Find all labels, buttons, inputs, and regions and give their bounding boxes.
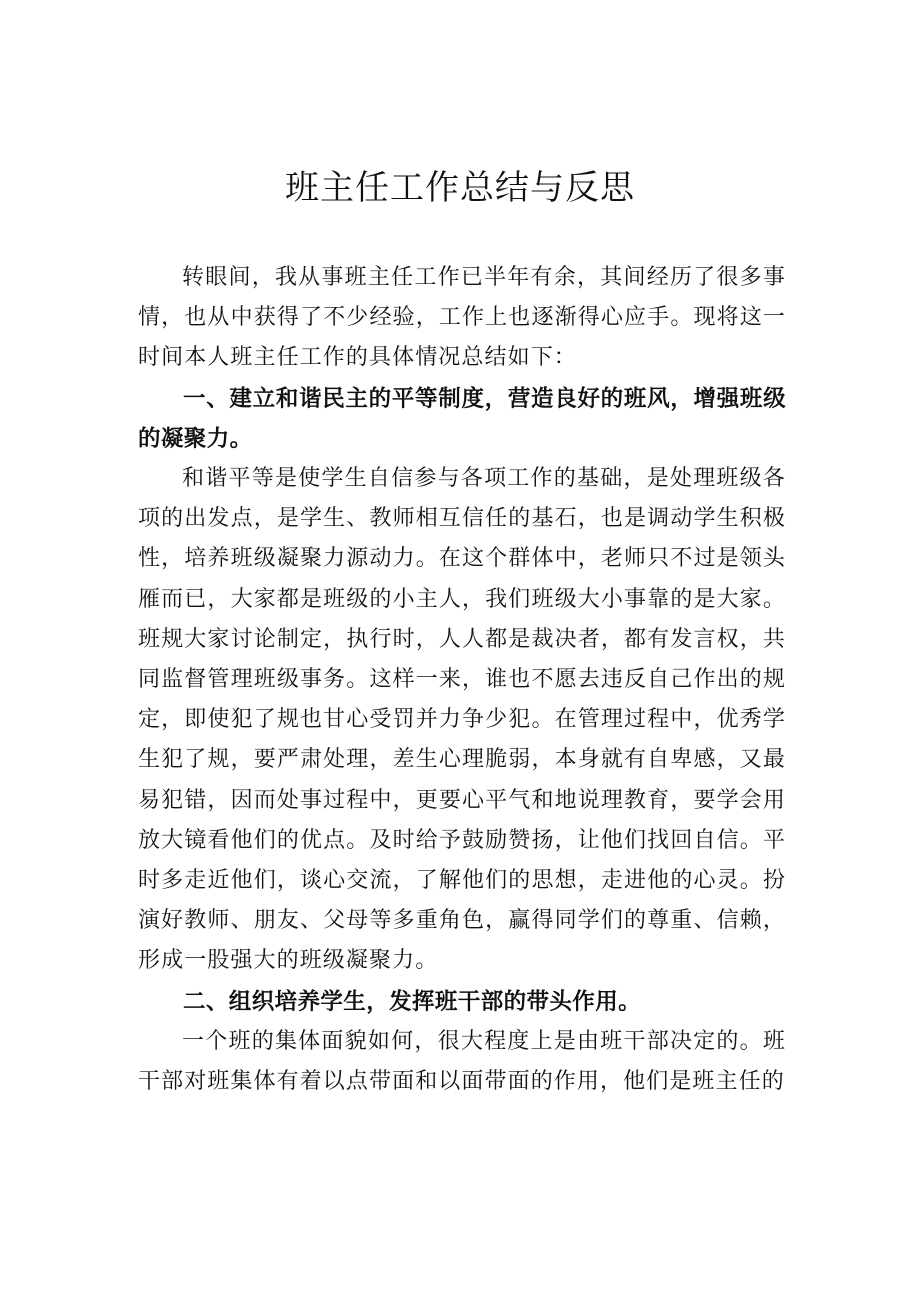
intro-paragraph: 转眼间，我从事班主任工作已半年有余，其间经历了很多事情，也从中获得了不少经验，工作上也逐渐得心应手。现将这一时间本人班主任工作的具体情况总结如下： bbox=[138, 265, 786, 371]
section-heading-2: 二、组织培养学生，发挥班干部的带头作用。 bbox=[183, 988, 642, 1015]
section-1-paragraph: 和谐平等是使学生自信参与各项工作的基础，是处理班级各项的出发点，是学生、教师相互信任的基石，也是调动学生积极性，培养班级凝聚力源动力。在这个群体中，老师只不过是领头雁而已，大家都是班级的小主人，我们班级大小事靠的是大家。班规大家讨论制定，执行时，人人都是裁决者，都有发言权，共同监督管理班级事务。这样一来，谁也不愿去违反自己作出的规定，即使犯了规也甘心受罚并力争少犯。在管理过程中，优秀学生犯了规，要严肃处理，差生心理脆弱，本身就有自卑感，又最易犯错，因而处事过程中，更要心平气和地说理教育，要学会用放大镜看他们的优点。及时给予鼓励赞扬，让他们找回自信。平时多走近他们，谈心交流，了解他们的思想，走进他的心灵。扮演好教师、朋友、父母等多重角色，赢得同学们的尊重、信赖，形成一股强大的班级凝聚力。 bbox=[138, 466, 786, 974]
section-heading-1: 一、建立和谐民主的平等制度，营造良好的班风，增强班级的凝聚力。 bbox=[138, 385, 786, 452]
document-body bbox=[138, 258, 786, 1102]
section-2-paragraph: 一个班的集体面貌如何，很大程度上是由班干部决定的。班干部对班集体有着以点带面和以面带面的作用，他们是班主任的 bbox=[138, 1028, 786, 1095]
document-title: 班主任工作总结与反思 bbox=[285, 168, 635, 208]
